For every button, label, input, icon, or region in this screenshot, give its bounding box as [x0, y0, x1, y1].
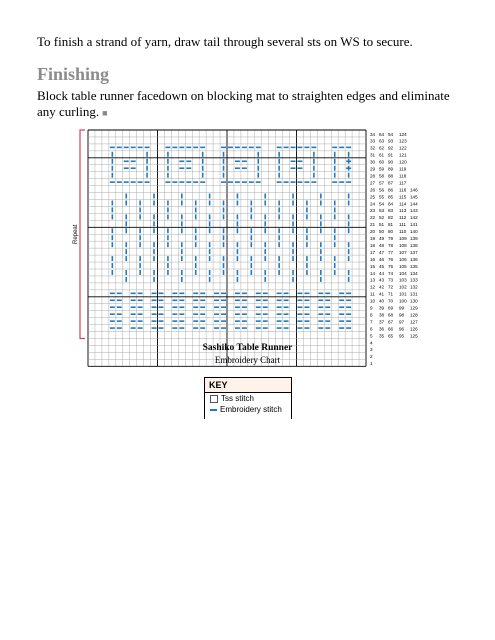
row-number-label: 70 [388, 298, 394, 304]
row-number-label: 131 [410, 291, 418, 297]
row-number-label: 62 [379, 145, 385, 151]
row-number-label: 67 [388, 319, 394, 325]
row-number-label: 88 [388, 173, 394, 179]
row-number-label: 81 [388, 222, 394, 228]
row-number-label: 118 [399, 173, 407, 179]
row-number-label: 61 [379, 152, 385, 158]
row-number-label: 57 [379, 180, 385, 186]
row-number-label: 117 [399, 180, 407, 186]
row-number-label: 22 [370, 215, 376, 221]
chart-subtitle: Embroidery Chart [214, 355, 281, 365]
row-number-label: 114 [399, 201, 407, 207]
row-number-label: 56 [379, 187, 385, 193]
row-number-label: 33 [370, 138, 376, 144]
finishing-text: Block table runner facedown on blocking mat to straighten edges and eliminate any curling. [37, 88, 450, 119]
row-number-label: 11 [370, 291, 375, 297]
row-number-label: 43 [379, 277, 385, 283]
row-number-label: 16 [370, 256, 376, 262]
row-number-label: 119 [399, 166, 407, 172]
row-number-label: 8 [370, 312, 373, 318]
row-number-label: 87 [388, 180, 394, 186]
row-number-label: 20 [370, 229, 376, 235]
row-number-label: 141 [410, 222, 418, 228]
row-number-label: 125 [410, 333, 418, 339]
row-number-label: 27 [370, 180, 376, 186]
row-number-label: 91 [388, 152, 394, 158]
row-number-label: 121 [399, 152, 407, 158]
row-number-label: 7 [370, 319, 373, 325]
row-number-label: 66 [388, 326, 394, 332]
row-number-label: 74 [388, 270, 394, 276]
row-number-label: 30 [370, 159, 376, 165]
row-number-label: 23 [370, 208, 376, 214]
row-number-label: 13 [370, 277, 376, 283]
row-number-label: 65 [388, 333, 394, 339]
row-number-label: 6 [370, 326, 373, 332]
row-number-label: 135 [410, 263, 418, 269]
row-number-label: 29 [370, 166, 376, 172]
row-number-label: 143 [410, 208, 418, 214]
key-label-embroidery: Embroidery stitch [220, 405, 282, 414]
row-number-label: 46 [379, 256, 385, 262]
row-number-label: 93 [388, 138, 394, 144]
row-number-label: 28 [370, 173, 376, 179]
row-number-label: 1 [370, 361, 373, 367]
row-number-label: 86 [388, 187, 394, 193]
row-number-label: 129 [410, 305, 418, 311]
row-number-label: 63 [379, 138, 385, 144]
row-number-label: 99 [399, 305, 405, 311]
row-number-label: 78 [388, 242, 394, 248]
row-number-label: 111 [399, 222, 406, 228]
row-number-label: 146 [410, 187, 418, 193]
row-number-label: 41 [379, 291, 385, 297]
row-number-label: 100 [399, 298, 407, 304]
row-number-label: 136 [410, 256, 418, 262]
row-number-label: 94 [388, 131, 394, 137]
row-number-label: 53 [379, 208, 385, 214]
row-number-label: 47 [379, 249, 385, 255]
row-number-label: 110 [399, 229, 407, 235]
tss-stitch-swatch-icon [210, 395, 218, 403]
row-number-label: 24 [370, 201, 376, 207]
embroidery-stitch-swatch-icon [210, 409, 217, 411]
row-number-label: 3 [370, 347, 373, 353]
row-number-label: 9 [370, 305, 373, 311]
repeat-bracket [80, 130, 85, 339]
row-number-label: 89 [388, 166, 394, 172]
repeat-label: Repeat [73, 224, 79, 244]
row-number-label: 60 [379, 159, 385, 165]
end-bullet-icon: ■ [102, 108, 108, 118]
chart-title: Sashiko Table Runner [202, 343, 293, 353]
row-number-label: 113 [399, 208, 407, 214]
row-number-label: 97 [399, 319, 405, 325]
row-number-label: 45 [379, 263, 385, 269]
row-number-label: 52 [379, 215, 385, 221]
row-number-label: 107 [399, 249, 407, 255]
row-number-label: 138 [410, 242, 418, 248]
row-number-label: 90 [388, 159, 394, 165]
row-number-label: 25 [370, 194, 376, 200]
row-number-label: 130 [410, 298, 418, 304]
row-number-label: 80 [388, 229, 394, 235]
row-number-label: 49 [379, 236, 385, 241]
row-number-label: 26 [370, 187, 376, 193]
row-number-label: 144 [410, 201, 418, 207]
chart-key [204, 377, 292, 419]
row-number-label: 145 [410, 194, 418, 200]
row-number-label: 83 [388, 208, 394, 214]
row-number-label: 54 [379, 201, 385, 207]
row-number-label: 31 [370, 152, 376, 158]
row-number-label: 102 [399, 284, 407, 290]
key-label-tss: Tss stitch [221, 394, 254, 403]
row-number-label: 140 [410, 229, 418, 235]
row-number-label: 126 [410, 326, 418, 332]
key-body [205, 392, 291, 419]
row-number-label: 2 [370, 354, 373, 360]
row-number-label: 44 [379, 270, 385, 276]
row-number-label: 139 [410, 236, 418, 241]
row-number-label: 37 [379, 319, 385, 325]
row-number-label: 120 [399, 159, 407, 165]
row-number-label: 4 [370, 340, 373, 346]
row-number-label: 18 [370, 242, 376, 248]
row-number-label: 48 [379, 242, 385, 248]
row-number-label: 59 [379, 166, 385, 172]
row-number-label: 42 [379, 284, 385, 290]
row-number-label: 19 [370, 236, 376, 241]
row-number-label: 108 [399, 242, 407, 248]
row-number-label: 132 [410, 284, 418, 290]
row-number-label: 75 [388, 263, 394, 269]
key-row-tss [205, 393, 291, 404]
row-number-label: 15 [370, 263, 376, 269]
row-number-label: 38 [379, 312, 385, 318]
row-number-label: 77 [388, 249, 394, 255]
row-number-label: 123 [399, 138, 407, 144]
row-number-label: 116 [399, 187, 407, 193]
row-number-label: 115 [399, 194, 407, 200]
row-number-label: 122 [399, 145, 407, 151]
row-number-label: 39 [379, 305, 385, 311]
row-number-label: 142 [410, 215, 418, 221]
row-number-label: 82 [388, 215, 394, 221]
row-number-label: 101 [399, 291, 407, 297]
row-number-label: 64 [379, 131, 385, 137]
row-number-label: 92 [388, 145, 394, 151]
intro-paragraph: To finish a strand of yarn, draw tail through several sts on WS to secure. [37, 34, 413, 49]
row-number-label: 104 [399, 270, 407, 276]
row-number-label: 40 [379, 298, 385, 304]
row-number-label: 96 [399, 326, 405, 332]
section-heading: Finishing [37, 64, 110, 84]
row-number-label: 58 [379, 173, 385, 179]
row-number-label: 134 [410, 270, 418, 276]
row-number-label: 79 [388, 236, 394, 241]
row-number-label: 84 [388, 201, 394, 207]
row-number-label: 109 [399, 236, 407, 241]
row-number-label: 51 [379, 222, 385, 228]
row-number-label: 35 [379, 333, 385, 339]
row-number-label: 21 [370, 222, 376, 228]
row-number-label: 133 [410, 277, 418, 283]
row-number-label: 55 [379, 194, 385, 200]
row-number-label: 112 [399, 215, 407, 221]
row-number-label: 68 [388, 312, 394, 318]
row-number-label: 14 [370, 270, 376, 276]
row-number-label: 34 [370, 131, 376, 137]
row-number-label: 127 [410, 319, 418, 325]
row-number-label: 106 [399, 256, 407, 262]
row-number-label: 10 [370, 298, 376, 304]
row-number-label: 124 [399, 131, 407, 137]
row-number-label: 137 [410, 249, 418, 255]
row-number-label: 85 [388, 194, 394, 200]
row-number-label: 128 [410, 312, 418, 318]
row-number-label: 69 [388, 305, 394, 311]
key-row-embroidery [205, 404, 291, 415]
row-number-label: 105 [399, 263, 407, 269]
row-number-label: 17 [370, 249, 376, 255]
row-number-label: 98 [399, 312, 405, 318]
row-number-label: 32 [370, 145, 376, 151]
row-number-label: 50 [379, 229, 385, 235]
row-number-label: 95 [399, 333, 405, 339]
key-title: KEY [209, 380, 228, 390]
row-number-label: 12 [370, 284, 376, 290]
row-number-label: 5 [370, 333, 373, 339]
row-number-label: 103 [399, 277, 407, 283]
row-number-label: 71 [388, 291, 394, 297]
row-number-label: 73 [388, 277, 394, 283]
row-number-label: 36 [379, 326, 385, 332]
row-number-label: 72 [388, 284, 394, 290]
row-number-label: 76 [388, 256, 394, 262]
